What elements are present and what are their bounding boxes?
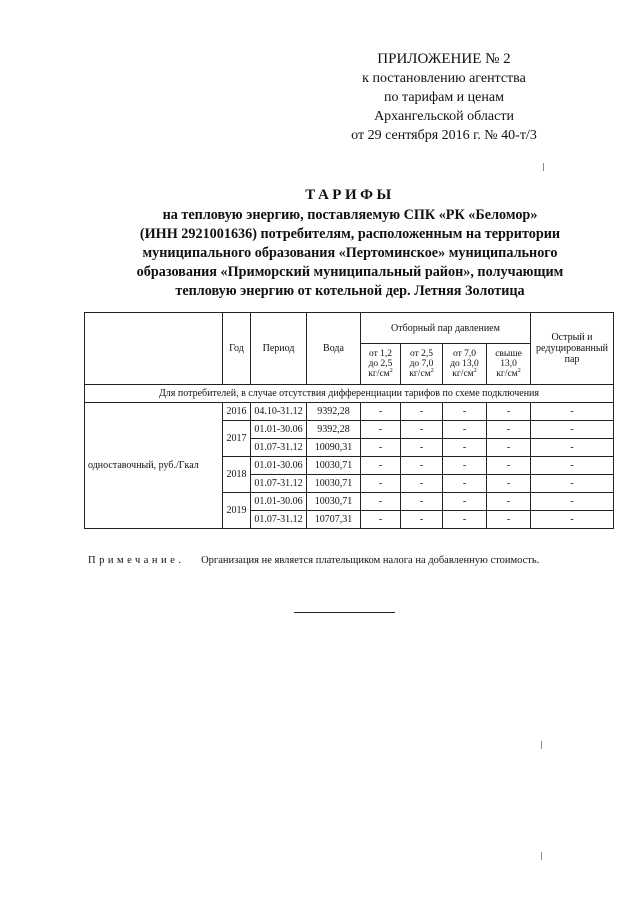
water-value: 10030,71 bbox=[307, 457, 361, 475]
water-value: 10030,71 bbox=[307, 475, 361, 493]
title-heading: ТАРИФЫ bbox=[305, 187, 395, 203]
note bbox=[88, 555, 628, 566]
dash-cell: - bbox=[487, 493, 531, 511]
dash-cell: - bbox=[531, 457, 614, 475]
header-sharp-steam: Острый и редуцированный пар bbox=[531, 313, 614, 385]
dash-cell: - bbox=[361, 475, 401, 493]
period-cell: 01.01-30.06 bbox=[251, 457, 307, 475]
note-label: Примечание. bbox=[88, 555, 185, 566]
header-steam-range: от 1,2 до 2,5 $кг/см^2$ bbox=[361, 344, 401, 385]
dash-cell: - bbox=[531, 511, 614, 529]
appendix-block bbox=[330, 50, 558, 145]
title-line: тепловую энергию от котельной дер. Летняя Золотица bbox=[175, 283, 525, 299]
water-value: 9392,28 bbox=[307, 421, 361, 439]
dash-cell: - bbox=[487, 475, 531, 493]
appendix-date: от 29 сентября 2016 г. № 40-т/3 bbox=[351, 128, 537, 143]
dash-cell: - bbox=[487, 403, 531, 421]
period-cell: 01.07-31.12 bbox=[251, 511, 307, 529]
dash-cell: - bbox=[361, 421, 401, 439]
year-cell: 2017 bbox=[223, 421, 251, 457]
scan-mark bbox=[541, 852, 542, 860]
header-steam-range: от 7,0 до 13,0 $кг/см^2$ bbox=[443, 344, 487, 385]
dash-cell: - bbox=[443, 439, 487, 457]
dash-cell: - bbox=[487, 457, 531, 475]
year-cell: 2019 bbox=[223, 493, 251, 529]
title-line: образования «Приморский муниципальный район», получающим bbox=[136, 264, 564, 280]
dash-cell: - bbox=[487, 439, 531, 457]
dash-cell: - bbox=[443, 511, 487, 529]
water-value: 10090,31 bbox=[307, 439, 361, 457]
water-value: 10030,71 bbox=[307, 493, 361, 511]
dash-cell: - bbox=[531, 439, 614, 457]
dash-cell: - bbox=[531, 475, 614, 493]
appendix-line: Архангельской области bbox=[374, 109, 514, 124]
header-steam: Отборный пар давлением bbox=[361, 313, 531, 344]
dash-cell: - bbox=[401, 421, 443, 439]
dash-cell: - bbox=[531, 493, 614, 511]
period-cell: 01.01-30.06 bbox=[251, 493, 307, 511]
dash-cell: - bbox=[401, 403, 443, 421]
header-period: Период bbox=[251, 313, 307, 385]
dash-cell: - bbox=[531, 403, 614, 421]
dash-cell: - bbox=[443, 403, 487, 421]
scan-mark bbox=[543, 163, 544, 171]
dash-cell: - bbox=[401, 511, 443, 529]
title-line: на тепловую энергию, поставляемую СПК «РК «Беломор» bbox=[162, 207, 538, 223]
dash-cell: - bbox=[401, 493, 443, 511]
document-title bbox=[90, 186, 610, 301]
dash-cell: - bbox=[401, 439, 443, 457]
dash-cell: - bbox=[487, 511, 531, 529]
note-text: Организация не является плательщиком налога на добавленную стоимость. bbox=[201, 555, 540, 566]
dash-cell: - bbox=[401, 457, 443, 475]
appendix-line: к постановлению агентства bbox=[362, 71, 526, 86]
dash-cell: - bbox=[531, 421, 614, 439]
scan-mark bbox=[541, 741, 542, 749]
year-cell: 2016 bbox=[223, 403, 251, 421]
dash-cell: - bbox=[361, 493, 401, 511]
header-steam-range: свыше 13,0 $кг/см^2$ bbox=[487, 344, 531, 385]
water-value: 10707,31 bbox=[307, 511, 361, 529]
title-line: муниципального образования «Пертоминское» муниципального bbox=[142, 245, 558, 261]
appendix-line: по тарифам и ценам bbox=[384, 90, 504, 105]
dash-cell: - bbox=[361, 457, 401, 475]
section-label: Для потребителей, в случае отсутствия дифференциации тарифов по схеме подключения bbox=[85, 385, 614, 403]
dash-cell: - bbox=[487, 421, 531, 439]
dash-cell: - bbox=[361, 439, 401, 457]
closing-rule bbox=[294, 612, 395, 613]
water-value: 9392,28 bbox=[307, 403, 361, 421]
period-cell: 04.10-31.12 bbox=[251, 403, 307, 421]
year-cell: 2018 bbox=[223, 457, 251, 493]
title-line: (ИНН 2921001636) потребителям, расположенным на территории bbox=[139, 226, 561, 242]
header-year: Год bbox=[223, 313, 251, 385]
header-water: Вода bbox=[307, 313, 361, 385]
dash-cell: - bbox=[443, 493, 487, 511]
dash-cell: - bbox=[443, 421, 487, 439]
header-steam-range: от 2,5 до 7,0 $кг/см^2$ bbox=[401, 344, 443, 385]
table-row bbox=[85, 403, 614, 421]
dash-cell: - bbox=[401, 475, 443, 493]
dash-cell: - bbox=[443, 475, 487, 493]
period-cell: 01.07-31.12 bbox=[251, 475, 307, 493]
dash-cell: - bbox=[361, 511, 401, 529]
period-cell: 01.01-30.06 bbox=[251, 421, 307, 439]
appendix-number: ПРИЛОЖЕНИЕ № 2 bbox=[377, 51, 511, 67]
table-corner-cell bbox=[85, 313, 223, 385]
rate-label: одноставочный, руб./Гкал bbox=[85, 403, 223, 529]
period-cell: 01.07-31.12 bbox=[251, 439, 307, 457]
tariff-table bbox=[84, 312, 614, 529]
dash-cell: - bbox=[361, 403, 401, 421]
dash-cell: - bbox=[443, 457, 487, 475]
